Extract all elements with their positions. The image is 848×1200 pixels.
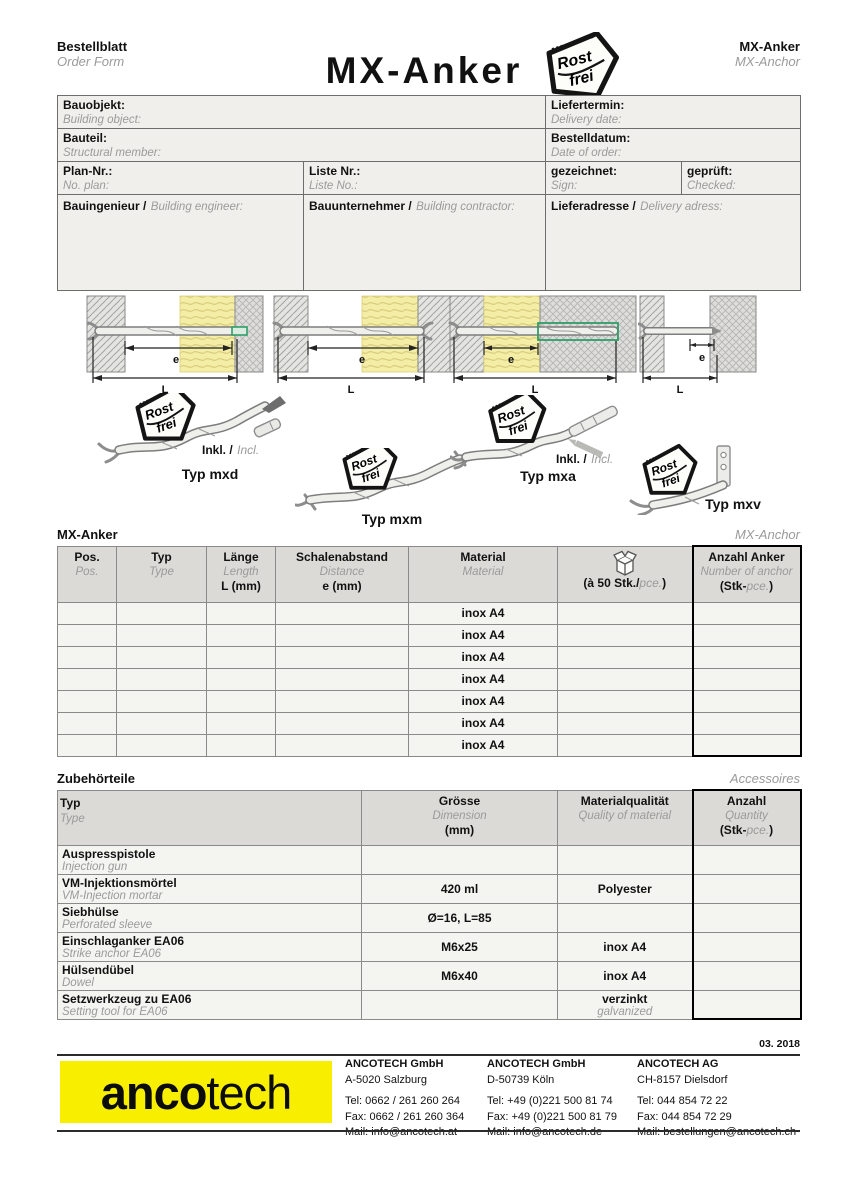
- label-gezeichnet-en: Sign:: [551, 180, 578, 192]
- flat-strap-end: [568, 405, 619, 438]
- col-header-schalenabstand: [276, 546, 409, 602]
- typ-cell[interactable]: [117, 602, 207, 624]
- col-header-laenge: [207, 546, 276, 602]
- form-field-bauunternehmer[interactable]: [304, 195, 546, 291]
- mx-anker-table: [57, 545, 802, 757]
- anzahl-cell[interactable]: [693, 602, 801, 624]
- section-title-mx-anker: MX-Anker: [57, 527, 118, 542]
- label-bauingenieur-en: Building engineer:: [150, 201, 243, 213]
- mx-row-3: [58, 646, 801, 668]
- acc-row-setzwerkzeug: [58, 990, 801, 1019]
- install-diagram-4: [638, 293, 758, 395]
- unit-mm: (mm): [231, 578, 261, 593]
- laenge-cell[interactable]: [207, 624, 276, 646]
- mx-row-1: [58, 602, 801, 624]
- label-bestelldatum-en: Date of order:: [551, 147, 622, 159]
- acc-mat-de: verzinkt: [602, 991, 648, 1006]
- pack-cell[interactable]: [558, 734, 693, 756]
- anzahl-cell[interactable]: [693, 734, 801, 756]
- acc-qty-cell[interactable]: [693, 932, 801, 961]
- acc-size-cell: M6x25: [362, 932, 558, 961]
- anchor-illustration-mxd: [95, 393, 305, 467]
- form-field-gezeichnet[interactable]: [546, 162, 682, 195]
- rostfrei-stamp-header: [536, 32, 624, 102]
- pos-cell[interactable]: [58, 712, 117, 734]
- acc-size-en: Dimension: [432, 809, 487, 822]
- acc-typ-de: Typ: [60, 795, 81, 810]
- anzahl-cell[interactable]: [693, 712, 801, 734]
- pack-unit-post: ): [662, 575, 667, 590]
- anzahl-cell[interactable]: [693, 646, 801, 668]
- dim-label-e: e: [172, 354, 180, 366]
- form-field-plan-nr[interactable]: [58, 162, 304, 195]
- install-diagram-3: [448, 293, 638, 395]
- acc-mat-cell: [558, 845, 693, 874]
- unit-symbol-e: e: [322, 578, 329, 593]
- acc-row-einschlaganker: [58, 932, 801, 961]
- acc-name-cell: [58, 961, 362, 990]
- section-title-zubehoerteile: Zubehörteile: [57, 771, 136, 786]
- qty-unit-pre: (Stk-: [719, 579, 747, 593]
- office-city: D-50739 Köln: [487, 1073, 555, 1086]
- abstand-cell[interactable]: [276, 668, 409, 690]
- rostfrei-stamp-mxv: [642, 443, 701, 499]
- office-name: ANCOTECH GmbH: [345, 1058, 444, 1070]
- section-title-accessoires: Accessoires: [729, 771, 800, 786]
- acc-qty-cell[interactable]: [693, 903, 801, 932]
- office-name: ANCOTECH AG: [637, 1058, 719, 1070]
- header-typ-de: Typ: [151, 549, 172, 564]
- qty-unit-post: ): [769, 579, 774, 593]
- office-city: A-5020 Salzburg: [345, 1073, 427, 1086]
- doc-type-en: Order Form: [57, 54, 125, 69]
- acc-size-cell: M6x40: [362, 961, 558, 990]
- header-laenge-en: Length: [223, 565, 259, 578]
- acc-row-injektionsmoertel: [58, 874, 801, 903]
- acc-mat-en: galvanized: [597, 1005, 653, 1018]
- header-anzahl-en: Number of anchor: [700, 566, 793, 578]
- carton-box-icon: [612, 550, 638, 576]
- acc-size-cell: Ø=16, L=85: [362, 903, 558, 932]
- laenge-cell[interactable]: [207, 712, 276, 734]
- abstand-cell[interactable]: [276, 602, 409, 624]
- acc-size-cell: [362, 990, 558, 1019]
- type-label-mxd: Typ mxd: [181, 466, 239, 482]
- label-liefertermin-en: Delivery date:: [551, 114, 622, 126]
- pack-cell[interactable]: [558, 690, 693, 712]
- typ-cell[interactable]: [117, 712, 207, 734]
- dim-label-e: e: [358, 354, 366, 366]
- office-fax: Fax: 0662 / 261 260 364: [345, 1110, 465, 1123]
- office-tel: Tel: 0662 / 261 260 264: [345, 1095, 460, 1107]
- acc-qty-cell[interactable]: [693, 874, 801, 903]
- pos-cell[interactable]: [58, 646, 117, 668]
- acc-size-unit: (mm): [444, 822, 475, 837]
- section-title-mx-anchor: MX-Anchor: [734, 527, 800, 542]
- acc-qty-en: Quantity: [725, 810, 768, 822]
- install-diagram-2: [272, 293, 452, 395]
- typ-cell[interactable]: [117, 668, 207, 690]
- pack-cell[interactable]: [558, 602, 693, 624]
- anzahl-cell[interactable]: [693, 690, 801, 712]
- acc-qty-pre: (Stk-: [719, 823, 747, 837]
- label-bauunternehmer-en: Building contractor:: [416, 201, 515, 213]
- material-cell: inox A4: [409, 602, 558, 624]
- material-cell: inox A4: [409, 712, 558, 734]
- type-label-mxv: Typ mxv: [705, 496, 761, 512]
- acc-name-en: Strike anchor EA06: [62, 947, 162, 960]
- acc-mat-cell: inox A4: [558, 961, 693, 990]
- form-field-bestelldatum[interactable]: [546, 129, 801, 162]
- type-label-mxm: Typ mxm: [361, 511, 423, 527]
- col-header-groesse: [362, 790, 558, 845]
- label-plan-nr-en: No. plan:: [63, 180, 110, 192]
- laenge-cell[interactable]: [207, 734, 276, 756]
- label-bauteil-en: Structural member:: [63, 147, 161, 159]
- office-mail[interactable]: Mail: info@ancotech.de: [487, 1126, 603, 1138]
- acc-size-de: Grösse: [438, 793, 481, 808]
- mx-row-4: [58, 668, 801, 690]
- mx-row-6: [58, 712, 801, 734]
- unit-symbol-L: L: [221, 578, 229, 593]
- material-cell: inox A4: [409, 668, 558, 690]
- col-header-typ: [117, 546, 207, 602]
- label-geprueft-en: Checked:: [687, 180, 736, 192]
- logo-text-light: tech: [206, 1065, 292, 1119]
- office-tel: Tel: +49 (0)221 500 81 74: [487, 1095, 613, 1107]
- footer-bottom-rule: [57, 1130, 800, 1132]
- dim-label-L: L: [161, 384, 169, 395]
- footer-top-rule: [57, 1054, 800, 1056]
- typ-cell[interactable]: [117, 690, 207, 712]
- label-liste-nr-de: Liste Nr.:: [309, 164, 361, 178]
- pack-cell[interactable]: [558, 668, 693, 690]
- acc-qty-pce: pce.: [746, 823, 770, 837]
- dim-label-L: L: [531, 384, 539, 395]
- acc-name-de: Hülsendübel: [62, 962, 135, 977]
- doc-type-de: Bestellblatt: [57, 39, 128, 54]
- form-field-bauobjekt[interactable]: [58, 96, 546, 129]
- material-cell: inox A4: [409, 734, 558, 756]
- typ-cell[interactable]: [117, 646, 207, 668]
- header-material-en: Material: [462, 565, 504, 578]
- header-material-de: Material: [460, 549, 506, 564]
- material-cell: inox A4: [409, 624, 558, 646]
- ancotech-logo: [60, 1061, 332, 1123]
- col-header-acc-typ: [58, 790, 362, 845]
- header-schalenabstand-en: Distance: [319, 565, 365, 578]
- form-field-bauingenieur[interactable]: [58, 195, 304, 291]
- acc-name-de: Siebhülse: [62, 904, 119, 919]
- col-header-acc-anzahl: [693, 790, 801, 845]
- acc-size-cell: 420 ml: [362, 874, 558, 903]
- office-koeln: [487, 1057, 633, 1141]
- label-bauteil-de: Bauteil:: [63, 131, 108, 145]
- mx-row-2: [58, 624, 801, 646]
- acc-name-cell: [58, 903, 362, 932]
- acc-mat-cell: Polyester: [558, 874, 693, 903]
- pack-cell[interactable]: [558, 624, 693, 646]
- office-tel: Tel: 044 854 72 22: [637, 1095, 728, 1107]
- label-bauobjekt-en: Building object:: [63, 114, 141, 126]
- office-mail[interactable]: Mail: info@ancotech.at: [345, 1126, 458, 1138]
- dim-label-e: e: [698, 352, 706, 364]
- office-city: CH-8157 Dielsdorf: [637, 1073, 728, 1086]
- form-field-geprueft[interactable]: [682, 162, 801, 195]
- included-de: Inkl. /: [202, 443, 233, 457]
- laenge-cell[interactable]: [207, 690, 276, 712]
- dim-label-L: L: [676, 384, 684, 395]
- abstand-cell[interactable]: [276, 646, 409, 668]
- office-name: ANCOTECH GmbH: [487, 1058, 586, 1070]
- acc-qty-post: ): [769, 823, 774, 837]
- typ-cell[interactable]: [117, 734, 207, 756]
- form-field-liefertermin[interactable]: [546, 96, 801, 129]
- angle-bracket: [717, 446, 730, 486]
- header-schalenabstand-de: Schalenabstand: [295, 549, 389, 564]
- label-bauobjekt-de: Bauobjekt:: [63, 98, 126, 112]
- typ-cell[interactable]: [117, 624, 207, 646]
- dim-label-e: e: [507, 354, 515, 366]
- office-fax: Fax: 044 854 72 29: [637, 1110, 732, 1123]
- col-header-anzahl-anker: [693, 546, 801, 602]
- label-bauunternehmer-de: Bauunternehmer /: [309, 199, 412, 213]
- label-liefertermin-de: Liefertermin:: [551, 98, 625, 112]
- acc-name-de: Auspresspistole: [62, 846, 156, 861]
- qty-unit-pce: pce.: [746, 579, 770, 593]
- header-pos-en: Pos.: [75, 565, 99, 578]
- col-header-package: [558, 546, 693, 602]
- acc-typ-en: Type: [60, 812, 85, 825]
- product-name-en: MX-Anchor: [734, 54, 800, 69]
- laenge-cell[interactable]: [207, 646, 276, 668]
- anzahl-cell[interactable]: [693, 624, 801, 646]
- laenge-cell[interactable]: [207, 602, 276, 624]
- acc-name-en: Perforated sleeve: [62, 918, 153, 931]
- office-dielsdorf: [637, 1057, 800, 1141]
- acc-row-auspresspistole: [58, 845, 801, 874]
- logo-text-bold: anco: [100, 1065, 207, 1119]
- header-laenge-de: Länge: [223, 549, 259, 564]
- abstand-cell[interactable]: [276, 690, 409, 712]
- abstand-cell[interactable]: [276, 734, 409, 756]
- unit-mm: (mm): [332, 578, 362, 593]
- order-header-form: [57, 95, 801, 291]
- col-header-material: [409, 546, 558, 602]
- pos-cell[interactable]: [58, 624, 117, 646]
- label-bestelldatum-de: Bestelldatum:: [551, 131, 631, 145]
- product-name-block: [735, 39, 800, 69]
- acc-size-cell: [362, 845, 558, 874]
- mx-row-5: [58, 690, 801, 712]
- pack-cell[interactable]: [558, 646, 693, 668]
- pos-cell[interactable]: [58, 602, 117, 624]
- acc-mat-cell: [558, 990, 693, 1019]
- label-gezeichnet-de: gezeichnet:: [551, 164, 618, 178]
- product-name-de: MX-Anker: [739, 39, 800, 54]
- office-mail[interactable]: Mail: bestellungen@ancotech.ch: [637, 1126, 797, 1138]
- mx-row-7: [58, 734, 801, 756]
- included-en: Incl.: [237, 443, 260, 457]
- pack-unit-pre: (à 50 Stk./: [583, 575, 640, 590]
- form-field-bauteil[interactable]: [58, 129, 546, 162]
- acc-name-de: Einschlaganker EA06: [62, 933, 185, 948]
- dim-label-L: L: [347, 384, 355, 395]
- acc-name-de: Setzwerkzeug zu EA06: [62, 991, 192, 1006]
- label-plan-nr-de: Plan-Nr.:: [63, 164, 113, 178]
- label-bauingenieur-de: Bauingenieur /: [63, 199, 147, 213]
- office-fax: Fax: +49 (0)221 500 81 79: [487, 1110, 617, 1123]
- accessories-table: [57, 789, 802, 1020]
- acc-name-de: VM-Injektionsmörtel: [62, 875, 177, 890]
- abstand-cell[interactable]: [276, 624, 409, 646]
- abstand-cell[interactable]: [276, 712, 409, 734]
- anchor-illustration-mxm: [295, 448, 475, 514]
- acc-name-cell: [58, 874, 362, 903]
- acc-name-en: Injection gun: [62, 860, 128, 873]
- label-liste-nr-en: Liste No.:: [309, 180, 358, 192]
- pack-unit-pce: pce.: [639, 575, 663, 590]
- green-sleeve: [232, 327, 247, 335]
- pos-cell[interactable]: [58, 668, 117, 690]
- label-lieferadresse-en: Delivery adress:: [640, 201, 723, 213]
- acc-mat-en: Quality of material: [578, 809, 672, 822]
- acc-qty-cell[interactable]: [693, 990, 801, 1019]
- pack-cell[interactable]: [558, 712, 693, 734]
- acc-name-cell: [58, 990, 362, 1019]
- header-anzahl-de: Anzahl Anker: [708, 550, 785, 564]
- col-header-materialqualitaet: [558, 790, 693, 845]
- acc-row-huelsenduebel: [58, 961, 801, 990]
- form-field-lieferadresse[interactable]: [546, 195, 801, 291]
- included-label-mxa: [556, 450, 613, 468]
- header-pos-de: Pos.: [74, 549, 100, 564]
- acc-mat-de: Materialqualität: [580, 793, 669, 808]
- pos-cell[interactable]: [58, 734, 117, 756]
- label-lieferadresse-de: Lieferadresse /: [551, 199, 636, 213]
- anzahl-cell[interactable]: [693, 668, 801, 690]
- included-en: Incl.: [591, 452, 614, 466]
- revision-date: 03. 2018: [759, 1038, 800, 1050]
- material-cell: inox A4: [409, 646, 558, 668]
- acc-name-cell: [58, 845, 362, 874]
- included-label-mxd: [202, 441, 259, 459]
- pos-cell[interactable]: [58, 690, 117, 712]
- type-label-mxa: Typ mxa: [520, 468, 576, 484]
- sleeve-part: [253, 418, 282, 438]
- acc-name-en: Setting tool for EA06: [62, 1005, 168, 1018]
- acc-qty-cell[interactable]: [693, 845, 801, 874]
- acc-name-en: VM-Injection mortar: [62, 889, 163, 902]
- office-salzburg: [345, 1057, 483, 1141]
- acc-row-siebhuelse: [58, 903, 801, 932]
- form-field-liste-nr[interactable]: [304, 162, 546, 195]
- acc-name-cell: [58, 932, 362, 961]
- col-header-pos: [58, 546, 117, 602]
- header-typ-en: Type: [149, 565, 174, 578]
- acc-mat-cell: [558, 903, 693, 932]
- laenge-cell[interactable]: [207, 668, 276, 690]
- install-diagram-1: [85, 293, 265, 395]
- included-de: Inkl. /: [556, 452, 587, 466]
- acc-mat-cell: inox A4: [558, 932, 693, 961]
- acc-qty-de: Anzahl: [726, 794, 767, 808]
- acc-qty-cell[interactable]: [693, 961, 801, 990]
- label-geprueft-de: geprüft:: [687, 164, 733, 178]
- acc-name-en: Dowel: [62, 976, 94, 989]
- page-title: MX-Anker: [325, 50, 523, 91]
- material-cell: inox A4: [409, 690, 558, 712]
